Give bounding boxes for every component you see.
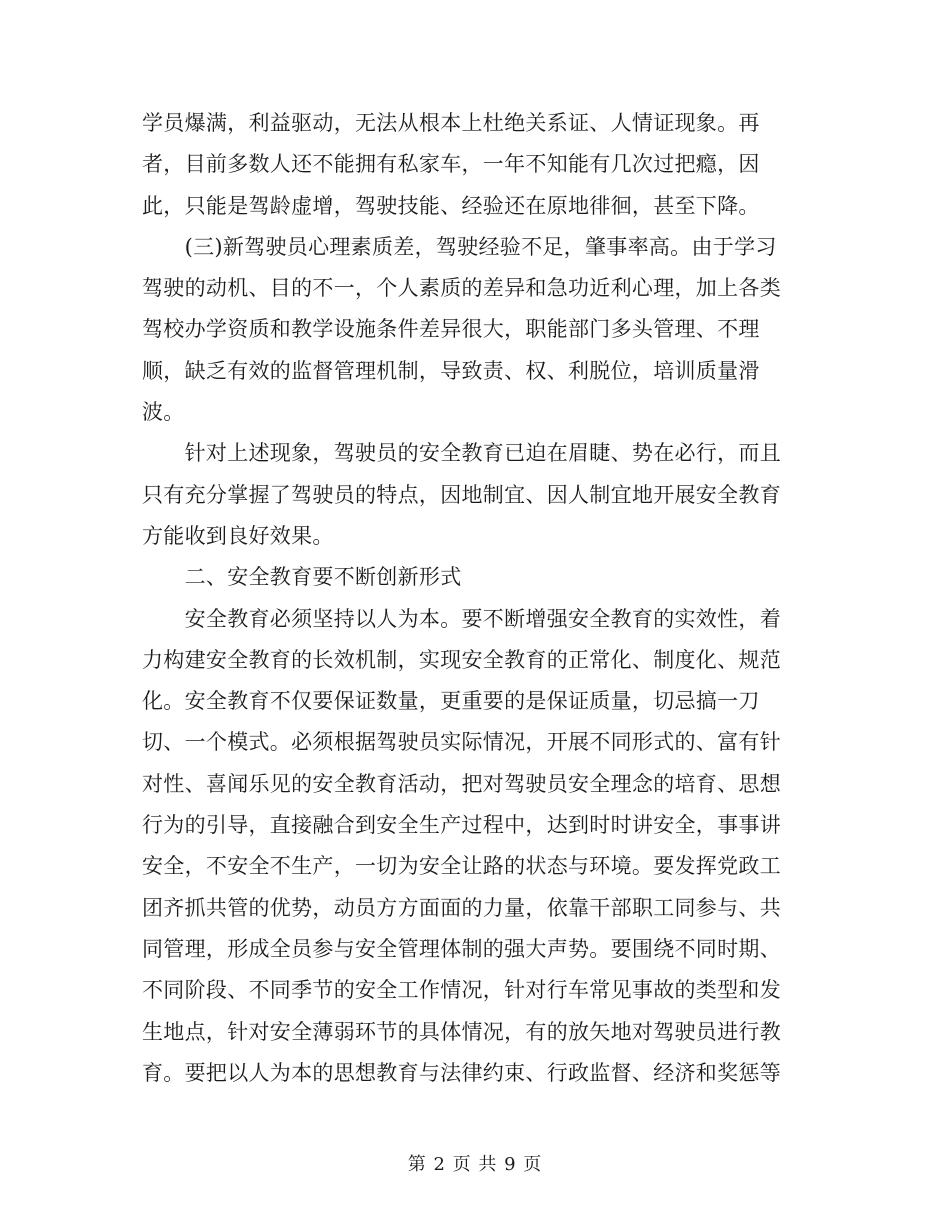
section-heading: 二、安全教育要不断创新形式 bbox=[142, 565, 462, 590]
text-line: 同管理，形成全员参与安全管理体制的强大声势。要围绕不同时期、 bbox=[142, 936, 781, 961]
text-line: 力构建安全教育的长效机制，实现安全教育的正常化、制度化、规范 bbox=[142, 647, 781, 672]
text-line: (三)新驾驶员心理素质差，驾驶经验不足，肇事率高。由于学习 bbox=[142, 234, 777, 259]
text-line: 对性、喜闻乐见的安全教育活动，把对驾驶员安全理念的培育、思想 bbox=[142, 771, 781, 796]
text-line: 化。安全教育不仅要保证数量，更重要的是保证质量，切忌搞一刀 bbox=[142, 689, 760, 714]
text-line: 顺，缺乏有效的监督管理机制，导致责、权、利脱位，培训质量滑 bbox=[142, 358, 760, 383]
text-line: 只有充分掌握了驾驶员的特点，因地制宜、因人制宜地开展安全教育 bbox=[142, 482, 781, 507]
text-line: 驾校办学资质和教学设施条件差异很大，职能部门多头管理、不理 bbox=[142, 317, 760, 342]
text-line: 生地点，针对安全薄弱环节的具体情况，有的放矢地对驾驶员进行教 bbox=[142, 1019, 781, 1044]
text-line: 驾驶的动机、目的不一，个人素质的差异和急功近利心理，加上各类 bbox=[142, 276, 781, 301]
text-line: 者，目前多数人还不能拥有私家车，一年不知能有几次过把瘾，因 bbox=[142, 152, 760, 177]
text-line: 方能收到良好效果。 bbox=[142, 523, 334, 548]
body-text bbox=[142, 103, 802, 1094]
text-line: 团齐抓共管的优势，动员方方面面的力量，依靠干部职工同参与、共 bbox=[142, 895, 781, 920]
page-number-footer: 第 2 页 共 9 页 bbox=[407, 1154, 543, 1175]
text-line: 安全，不安全不生产，一切为安全让路的状态与环境。要发挥党政工 bbox=[142, 854, 781, 879]
text-line: 学员爆满，利益驱动，无法从根本上杜绝关系证、人情证现象。再 bbox=[142, 111, 760, 135]
text-line: 此，只能是驾龄虚增，驾驶技能、经验还在原地徘徊，甚至下降。 bbox=[142, 193, 760, 218]
text-line: 不同阶段、不同季节的安全工作情况，针对行车常见事故的类型和发 bbox=[142, 978, 781, 1003]
text-line: 切、一个模式。必须根据驾驶员实际情况，开展不同形式的、富有针 bbox=[142, 730, 781, 755]
text-line: 波。 bbox=[142, 400, 185, 425]
text-line: 安全教育必须坚持以人为本。要不断增强安全教育的实效性，着 bbox=[142, 606, 781, 631]
text-line: 针对上述现象，驾驶员的安全教育已迫在眉睫、势在必行，而且 bbox=[142, 441, 781, 466]
text-line: 行为的引导，直接融合到安全生产过程中，达到时时讲安全，事事讲 bbox=[142, 813, 781, 838]
text-line: 育。要把以人为本的思想教育与法律约束、行政监督、经济和奖惩等 bbox=[142, 1060, 781, 1085]
